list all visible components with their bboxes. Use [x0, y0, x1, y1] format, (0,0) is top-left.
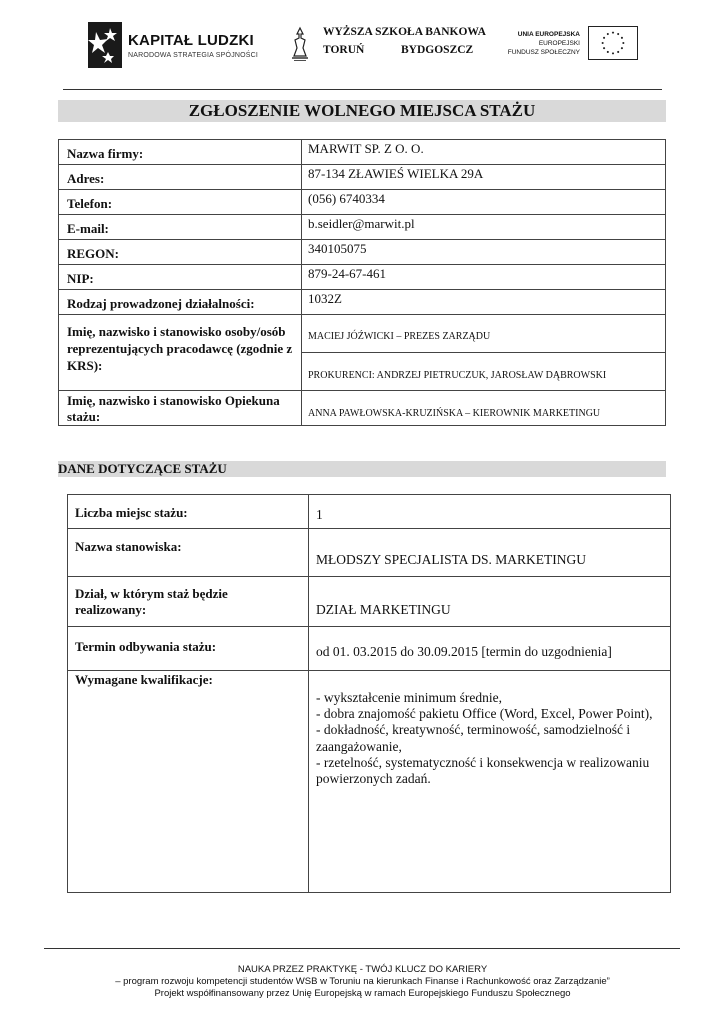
department-field[interactable]: DZIAŁ MARKETINGU: [309, 577, 671, 627]
footer-program: – program rozwoju kompetencji studentów WSB w Toruniu na kierunkach Finanse i Rachunkowość oraz Zarządzanie”: [115, 976, 610, 987]
footer-slogan: NAUKA PRZEZ PRAKTYKĘ - TWÓJ KLUCZ DO KARIERY: [237, 964, 488, 975]
eu-line3: FUNDUSZ SPOŁECZNY: [507, 49, 580, 56]
regon-field[interactable]: 340105075: [302, 240, 666, 265]
nip-field[interactable]: 879-24-67-461: [302, 265, 666, 290]
position-label: Nazwa stanowiska:: [68, 529, 309, 577]
table-row: [68, 577, 671, 627]
qualification-item: - rzetelność, systematyczność i konsekwencja w realizowaniu powierzonych zadań.: [316, 754, 650, 787]
places-label: Liczba miejsc stażu:: [68, 495, 309, 529]
kapital-ludzki-emblem-icon: [88, 22, 122, 68]
phone-field[interactable]: (056) 6740334: [302, 190, 666, 215]
wsb-name: WYŻSZA SZKOŁA BANKOWA: [323, 26, 486, 38]
footer-divider: [44, 948, 680, 949]
footer: [0, 964, 725, 1000]
representatives-label: Imię, nazwisko i stanowisko osoby/osób reprezentujących pracodawcę (zgodnie z KRS):: [59, 315, 302, 391]
table-row: [59, 240, 666, 265]
table-row: [59, 290, 666, 315]
activity-label: Rodzaj prowadzonej działalności:: [59, 290, 302, 315]
eu-logo: [506, 26, 638, 66]
table-row: [68, 627, 671, 671]
qualification-item: - wykształcenie minimum średnie,: [316, 690, 502, 705]
table-row: [68, 529, 671, 577]
table-row: [59, 140, 666, 165]
kapital-ludzki-subtitle: NARODOWA STRATEGIA SPÓJNOŚCI: [128, 52, 259, 59]
term-label: Termin odbywania stażu:: [68, 627, 309, 671]
header-logos: [0, 16, 725, 76]
table-row: [59, 315, 666, 353]
eu-line1: UNIA EUROPEJSKA: [517, 31, 580, 38]
table-row: [59, 391, 666, 426]
wsb-city-torun: TORUŃ: [323, 44, 365, 56]
wsb-crest-icon: [289, 26, 311, 62]
representatives-field-2[interactable]: PROKURENCI: ANDRZEJ PIETRUCZUK, JAROSŁAW DĄBROWSKI: [302, 353, 666, 391]
company-info-table: [58, 139, 666, 426]
table-row: [59, 165, 666, 190]
qualifications-field[interactable]: [309, 671, 671, 893]
eu-line2: EUROPEJSKI: [538, 40, 580, 47]
places-field[interactable]: 1: [309, 495, 671, 529]
regon-label: REGON:: [59, 240, 302, 265]
table-row: [68, 671, 671, 893]
company-name-field[interactable]: MARWIT SP. Z O. O.: [302, 140, 666, 165]
phone-label: Telefon:: [59, 190, 302, 215]
qualification-item: - dokładność, kreatywność, terminowość, samodzielność i zaangażowanie,: [316, 722, 631, 754]
supervisor-field[interactable]: ANNA PAWŁOWSKA-KRUZIŃSKA – KIEROWNIK MARKETINGU: [302, 391, 666, 426]
table-row: [59, 190, 666, 215]
eu-logo-text: [508, 30, 580, 57]
table-row: [59, 215, 666, 240]
email-field[interactable]: b.seidler@marwit.pl: [302, 215, 666, 240]
internship-table: [67, 494, 671, 893]
representatives-field-1[interactable]: MACIEJ JÓŹWICKI – PREZES ZARZĄDU: [302, 315, 666, 353]
kapital-ludzki-logo: [88, 22, 259, 74]
footer-funding: Projekt współfinansowany przez Unię Europejską w ramach Europejskiego Funduszu Społecznego: [154, 988, 571, 999]
eu-flag-icon: [588, 26, 638, 60]
wsb-city-bydgoszcz: BYDGOSZCZ: [401, 44, 474, 56]
nip-label: NIP:: [59, 265, 302, 290]
supervisor-label: Imię, nazwisko i stanowisko Opiekuna stażu:: [59, 391, 302, 426]
title-band: [58, 100, 666, 122]
qualification-item: - dobra znajomość pakietu Office (Word, Excel, Power Point),: [316, 706, 653, 722]
email-label: E-mail:: [59, 215, 302, 240]
header-divider: [63, 89, 662, 90]
table-row: [59, 265, 666, 290]
qualifications-label: Wymagane kwalifikacje:: [68, 671, 309, 893]
company-name-label: Nazwa firmy:: [59, 140, 302, 165]
department-label: Dział, w którym staż będzie realizowany:: [68, 577, 309, 627]
term-field[interactable]: od 01. 03.2015 do 30.09.2015 [termin do uzgodnienia]: [309, 627, 671, 671]
address-field[interactable]: 87-134 ZŁAWIEŚ WIELKA 29A: [302, 165, 666, 190]
document-title: ZGŁOSZENIE WOLNEGO MIEJSCA STAŻU: [188, 101, 536, 120]
section-title: DANE DOTYCZĄCE STAŻU: [58, 461, 227, 476]
activity-field[interactable]: 1032Z: [302, 290, 666, 315]
position-field[interactable]: MŁODSZY SPECJALISTA DS. MARKETINGU: [309, 529, 671, 577]
kapital-ludzki-title: KAPITAŁ LUDZKI: [128, 32, 254, 49]
wsb-logo: [289, 26, 486, 72]
address-label: Adres:: [59, 165, 302, 190]
section-band: [58, 461, 666, 477]
table-row: [68, 495, 671, 529]
